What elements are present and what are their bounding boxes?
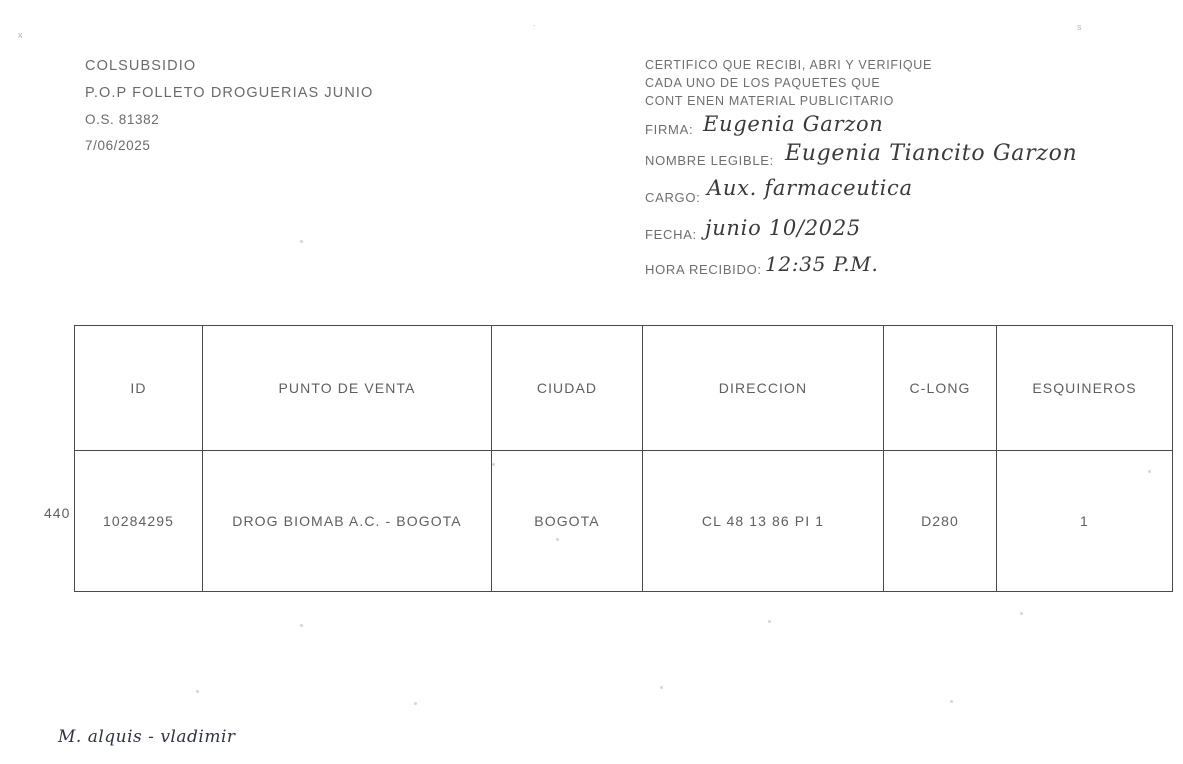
document-date: 7/06/2025 [85, 138, 151, 153]
field-cargo-label: CARGO: [645, 190, 701, 205]
field-hora-recibido [645, 252, 1165, 277]
document-header-left [85, 58, 605, 164]
field-cargo [645, 176, 1165, 205]
scan-speck [768, 620, 771, 623]
order-number: O.S. 81382 [85, 112, 160, 127]
certification-line-2: CADA UNO DE LOS PAQUETES QUE [645, 76, 881, 90]
scan-speck [660, 686, 663, 689]
field-hora-recibido-value: 12:35 P.M. [765, 252, 879, 276]
column-header-ciudad: CIUDAD [492, 326, 643, 451]
certification-line-1: CERTIFICO QUE RECIBI, ABRI Y VERIFIQUE [645, 58, 933, 72]
cell-direccion: CL 48 13 86 PI 1 [643, 451, 884, 592]
field-firma-value: Eugenia Garzon [703, 112, 884, 136]
cell-ciudad: BOGOTA [492, 451, 643, 592]
corner-mark-top-left: x [18, 30, 23, 40]
cell-esquineros: 1 [997, 451, 1173, 592]
column-header-c-long: C-LONG [884, 326, 997, 451]
field-fecha-label: FECHA: [645, 227, 697, 242]
column-header-esquineros: ESQUINEROS [997, 326, 1173, 451]
field-hora-recibido-label: HORA RECIBIDO: [645, 262, 762, 277]
field-nombre-legible [645, 141, 1165, 168]
project-name: P.O.P FOLLETO DROGUERIAS JUNIO [85, 85, 374, 101]
bottom-handwritten-note: M. alquis - vladimir [58, 727, 236, 747]
scan-speck [1020, 612, 1023, 615]
scan-speck [950, 700, 953, 703]
cell-id: 10284295 [75, 451, 203, 592]
column-header-punto-venta: PUNTO DE VENTA [203, 326, 492, 451]
field-nombre-legible-value: Eugenia Tiancito Garzon [785, 141, 1078, 166]
scan-speck [300, 240, 303, 243]
cell-punto-de-venta: DROG BIOMAB A.C. - BOGOTA [203, 451, 492, 592]
company-name: COLSUBSIDIO [85, 58, 197, 74]
scan-speck [414, 702, 417, 705]
field-firma [645, 112, 1165, 137]
certification-block [645, 58, 1165, 277]
field-fecha [645, 216, 1165, 242]
column-header-direccion: DIRECCION [643, 326, 884, 451]
scan-speck [300, 624, 303, 627]
certification-line-3: CONT ENEN MATERIAL PUBLICITARIO [645, 94, 895, 108]
corner-mark-top-center: . [533, 18, 536, 28]
table-row [75, 451, 1173, 592]
cell-c-long: D280 [884, 451, 997, 592]
field-cargo-value: Aux. farmaceutica [707, 176, 913, 200]
field-firma-label: FIRMA: [645, 122, 694, 137]
table-header-row [75, 326, 1173, 451]
row-number-margin: 440 [44, 505, 71, 521]
scan-speck [196, 690, 199, 693]
column-header-id: ID [75, 326, 203, 451]
field-nombre-legible-label: NOMBRE LEGIBLE: [645, 153, 774, 168]
field-fecha-value: junio 10/2025 [705, 216, 861, 240]
delivery-table [74, 325, 1154, 587]
corner-mark-top-right: s [1077, 22, 1082, 32]
